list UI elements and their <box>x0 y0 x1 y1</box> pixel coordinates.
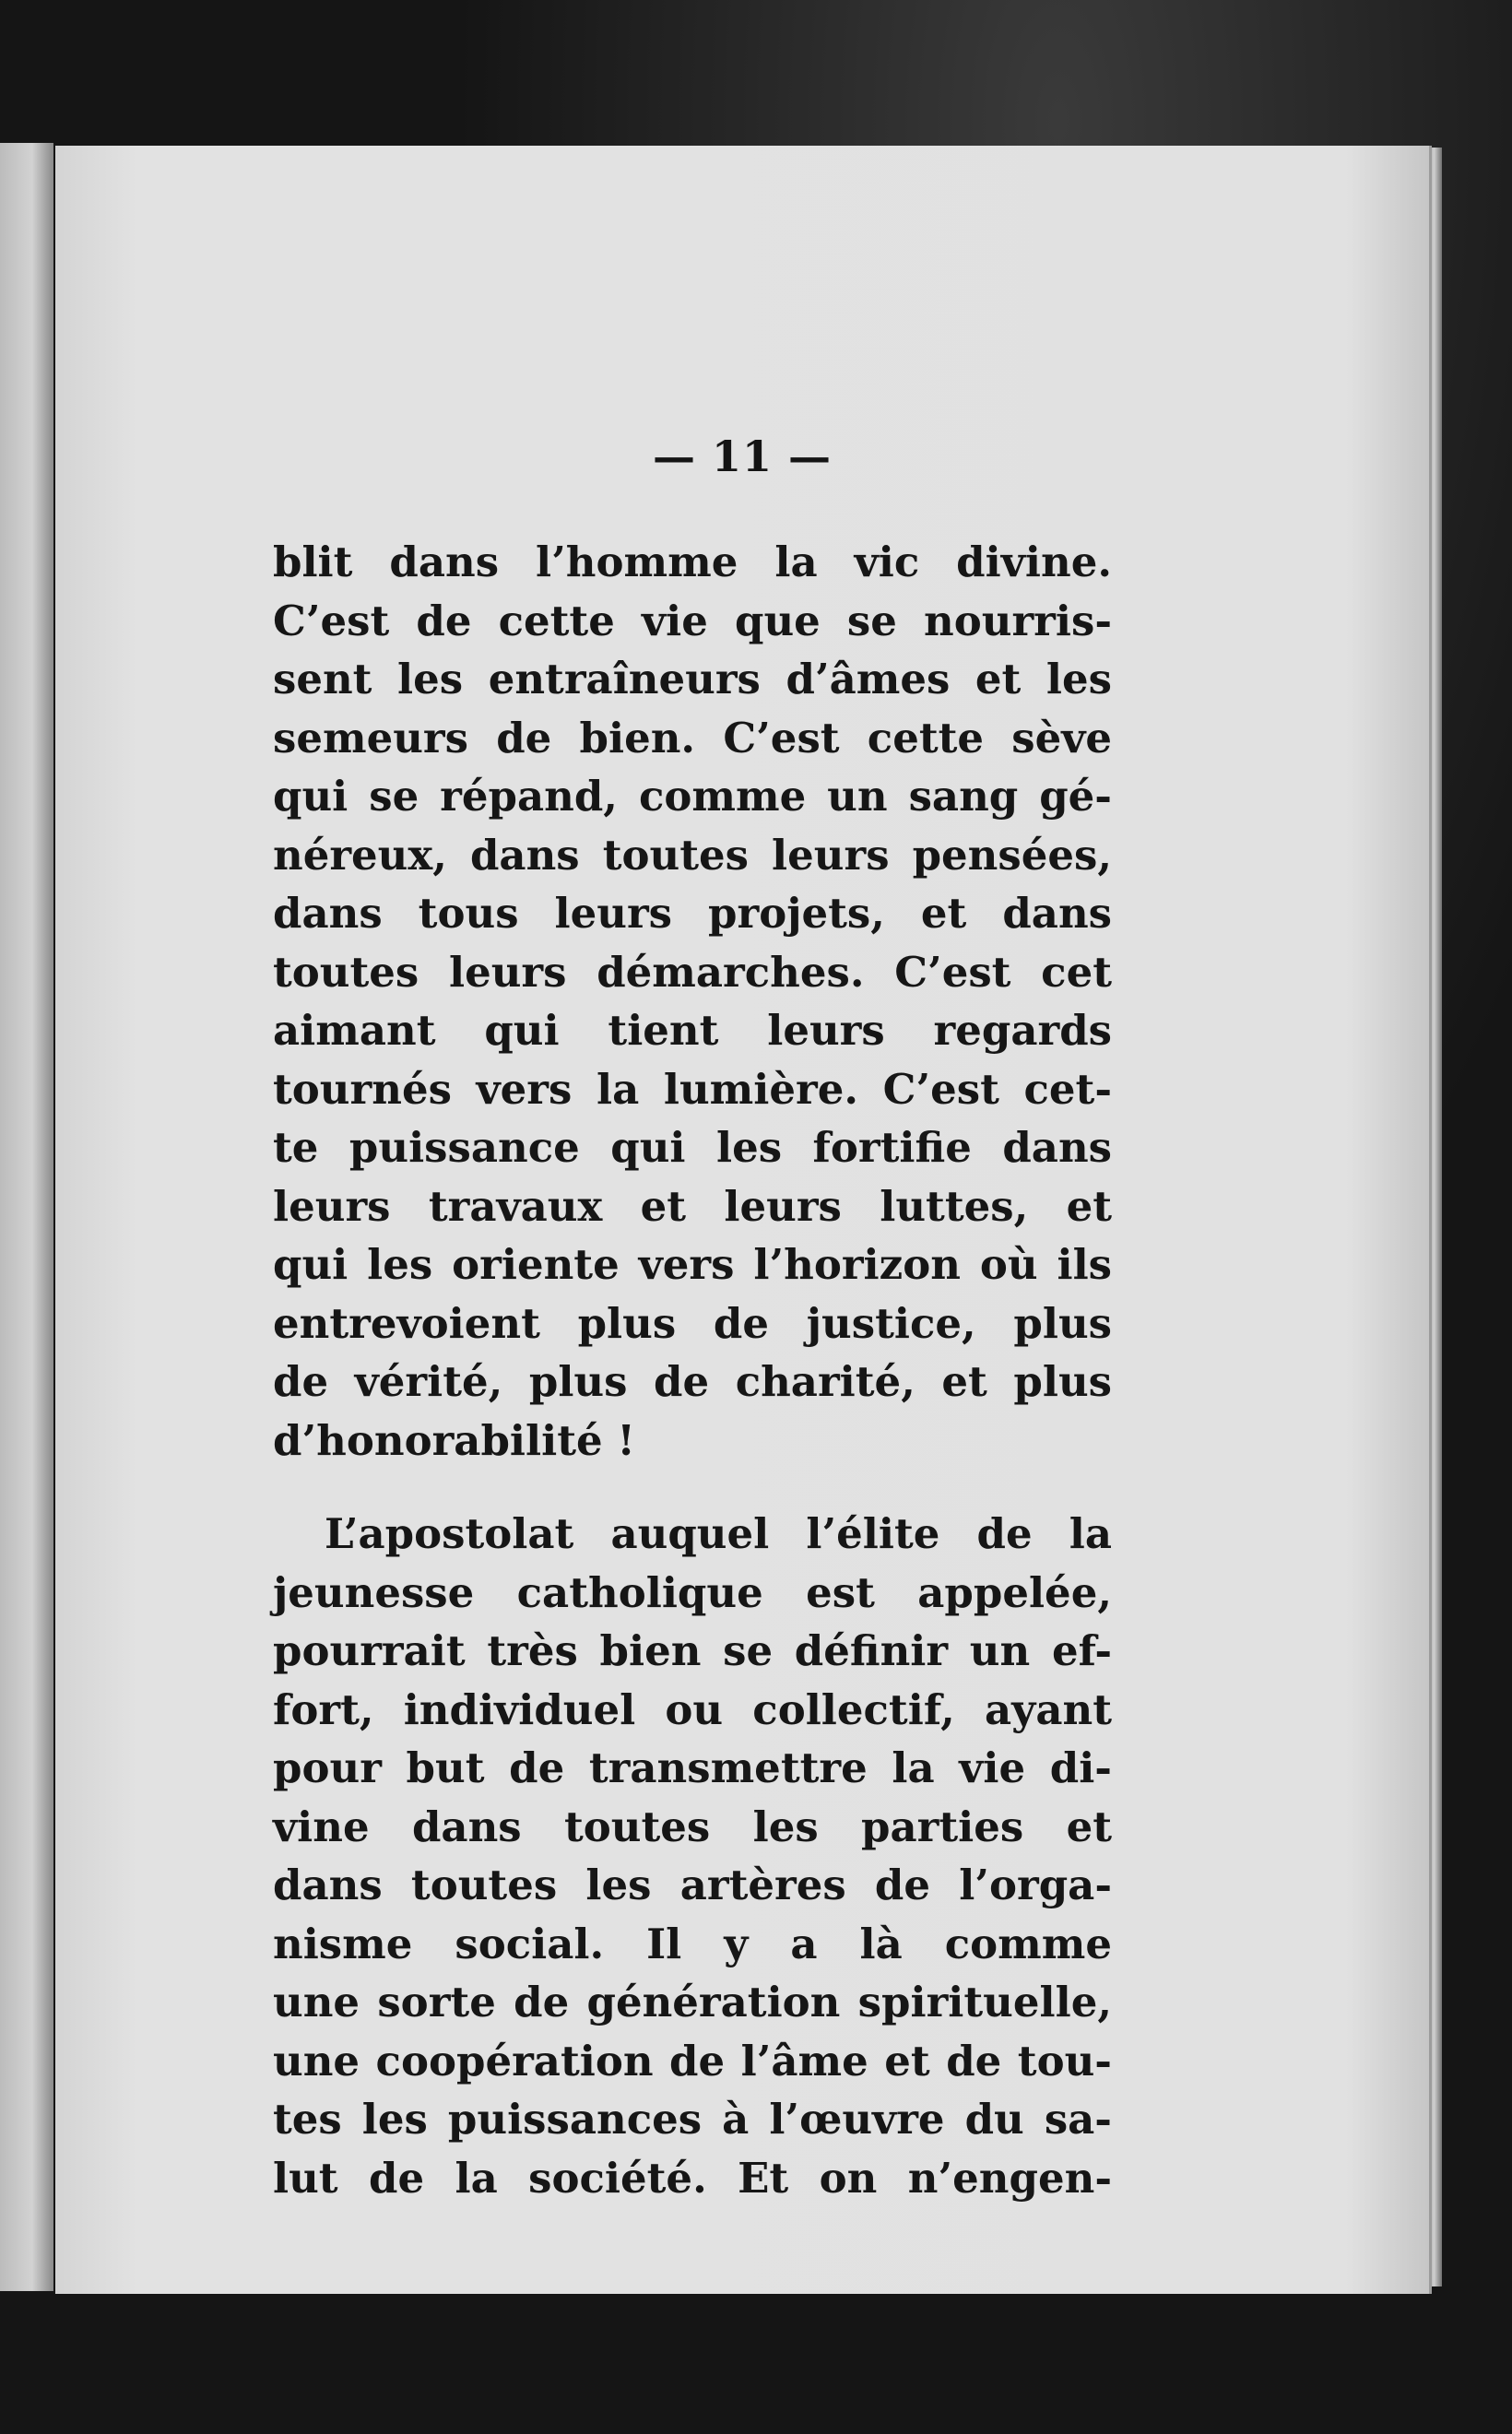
text-line: semeurs de bien. C’est cette sève <box>273 713 1112 762</box>
text-line: qui se répand, comme un sang gé- <box>273 772 1112 821</box>
text-line: dans toutes les artères de l’orga- <box>273 1861 1112 1909</box>
text-line: pour but de transmettre la vie di- <box>273 1743 1112 1792</box>
text-line: vine dans toutes les parties et <box>273 1802 1112 1851</box>
body-text <box>273 533 1112 2207</box>
text-line: une coopération de l’âme et de tou- <box>273 2036 1112 2085</box>
text-line: L’apostolat auquel l’élite de la <box>325 1509 1112 1558</box>
text-line: néreux, dans toutes leurs pensées, <box>273 830 1112 880</box>
text-line: nisme social. Il y a là comme <box>273 1919 1112 1968</box>
text-line: pourrait très bien se définir un ef- <box>273 1626 1112 1675</box>
text-line: fort, individuel ou collectif, ayant <box>273 1684 1112 1734</box>
text-line: aimant qui tient leurs regards <box>273 1006 1112 1055</box>
page-number: — 11 — <box>652 431 833 481</box>
left-page-edge <box>0 143 53 2291</box>
text-line: d’honorabilité ! <box>273 1415 636 1465</box>
text-line: C’est de cette vie que se nourris- <box>273 596 1112 645</box>
paragraph-gap <box>273 1470 1112 1505</box>
paragraph-2 <box>273 1505 1112 2207</box>
text-line: leurs travaux et leurs luttes, et <box>273 1181 1112 1231</box>
text-line: tes les puissances à l’œuvre du sa- <box>273 2095 1112 2144</box>
book-page <box>55 146 1429 2294</box>
text-line: dans tous leurs projets, et dans <box>273 889 1112 938</box>
text-line: toutes leurs démarches. C’est cet <box>273 947 1112 997</box>
text-line: qui les oriente vers l’horizon où ils <box>273 1240 1112 1289</box>
text-line: te puissance qui les fortifie dans <box>273 1123 1112 1172</box>
text-line: jeunesse catholique est appelée, <box>273 1567 1112 1617</box>
text-line: tournés vers la lumière. C’est cet- <box>273 1064 1112 1114</box>
text-line: entrevoient plus de justice, plus <box>273 1298 1112 1348</box>
text-line: sent les entraîneurs d’âmes et les <box>273 655 1112 703</box>
text-line: une sorte de génération spirituelle, <box>273 1978 1112 2026</box>
page-right-edge <box>1429 148 1442 2286</box>
text-line: lut de la société. Et on n’engen- <box>273 2153 1112 2203</box>
text-line: de vérité, plus de charité, et plus <box>273 1357 1112 1406</box>
paragraph-1 <box>273 533 1112 1470</box>
text-line: blit dans l’homme la vic divine. <box>273 538 1112 586</box>
